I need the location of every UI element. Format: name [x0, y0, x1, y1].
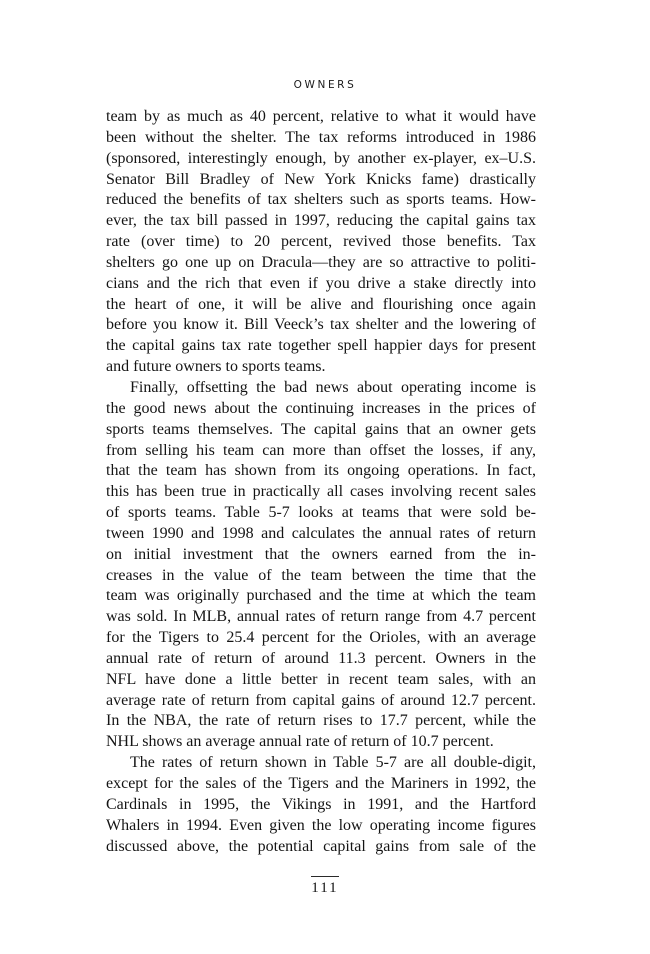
text-line: NHL shows an average annual rate of return of 10.7 percent.	[106, 733, 494, 751]
text-line: Finally, offsetting the bad news about operating income is	[130, 378, 536, 396]
text-line: reduced the benefits of tax shelters such as sports teams. How-	[106, 191, 536, 209]
text-line: from selling his team can more than offset the losses, if any,	[106, 441, 536, 459]
text-line: In the NBA, the rate of return rises to 17.7 percent, while the	[106, 712, 536, 730]
running-head: OWNERS	[293, 79, 357, 91]
text-line: creases in the value of the team between the time that the	[106, 566, 536, 584]
text-line: on initial investment that the owners earned from the in-	[106, 545, 536, 563]
page-number: 111	[311, 880, 339, 896]
text-line: rate (over time) to 20 percent, revived those benefits. Tax	[106, 233, 536, 251]
text-line: that the team has shown from its ongoing operations. In fact,	[106, 462, 536, 480]
text-line: sports teams themselves. The capital gains that an owner gets	[106, 420, 536, 438]
body-text	[106, 107, 536, 857]
folio-rule	[311, 876, 339, 877]
text-line: cians and the rich that even if you drive a stake directly into	[106, 274, 536, 292]
text-line: the good news about the continuing increases in the prices of	[106, 399, 536, 417]
text-line: team was originally purchased and the time at which the team	[106, 587, 536, 605]
text-line: average rate of return from capital gains of around 12.7 percent.	[106, 691, 536, 709]
text-line: discussed above, the potential capital gains from sale of the	[106, 837, 536, 855]
text-line: NFL have done a little better in recent team sales, with an	[106, 670, 536, 688]
text-line: the capital gains tax rate together spell happier days for present	[106, 337, 536, 355]
text-line: this has been true in practically all cases involving recent sales	[106, 483, 536, 501]
text-line: for the Tigers to 25.4 percent for the Orioles, with an average	[106, 629, 536, 647]
text-line: before you know it. Bill Veeck’s tax shelter and the lowering of	[106, 316, 536, 334]
text-line: Cardinals in 1995, the Vikings in 1991, and the Hartford	[106, 795, 536, 813]
text-line: annual rate of return of around 11.3 percent. Owners in the	[106, 649, 536, 667]
text-line: of sports teams. Table 5-7 looks at teams that were sold be-	[106, 504, 536, 522]
text-line: shelters go one up on Dracula—they are so attractive to politi-	[106, 253, 536, 271]
text-line: tween 1990 and 1998 and calculates the annual rates of return	[106, 524, 536, 542]
text-line: and future owners to sports teams.	[106, 358, 326, 376]
text-line: The rates of return shown in Table 5-7 are all double-digit,	[130, 754, 536, 772]
text-line: Whalers in 1994. Even given the low operating income figures	[106, 816, 536, 834]
text-line: except for the sales of the Tigers and the Mariners in 1992, the	[106, 775, 536, 792]
text-line: (sponsored, interestingly enough, by another ex-player, ex–U.S.	[106, 149, 536, 167]
text-line: team by as much as 40 percent, relative to what it would have	[106, 108, 536, 125]
text-line: ever, the tax bill passed in 1997, reducing the capital gains tax	[106, 212, 536, 230]
text-line: the heart of one, it will be alive and flourishing once again	[106, 295, 536, 313]
text-line: Senator Bill Bradley of New York Knicks fame) drastically	[106, 170, 536, 188]
text-line: been without the shelter. The tax reforms introduced in 1986	[106, 128, 536, 146]
text-line: was sold. In MLB, annual rates of return range from 4.7 percent	[106, 608, 536, 626]
